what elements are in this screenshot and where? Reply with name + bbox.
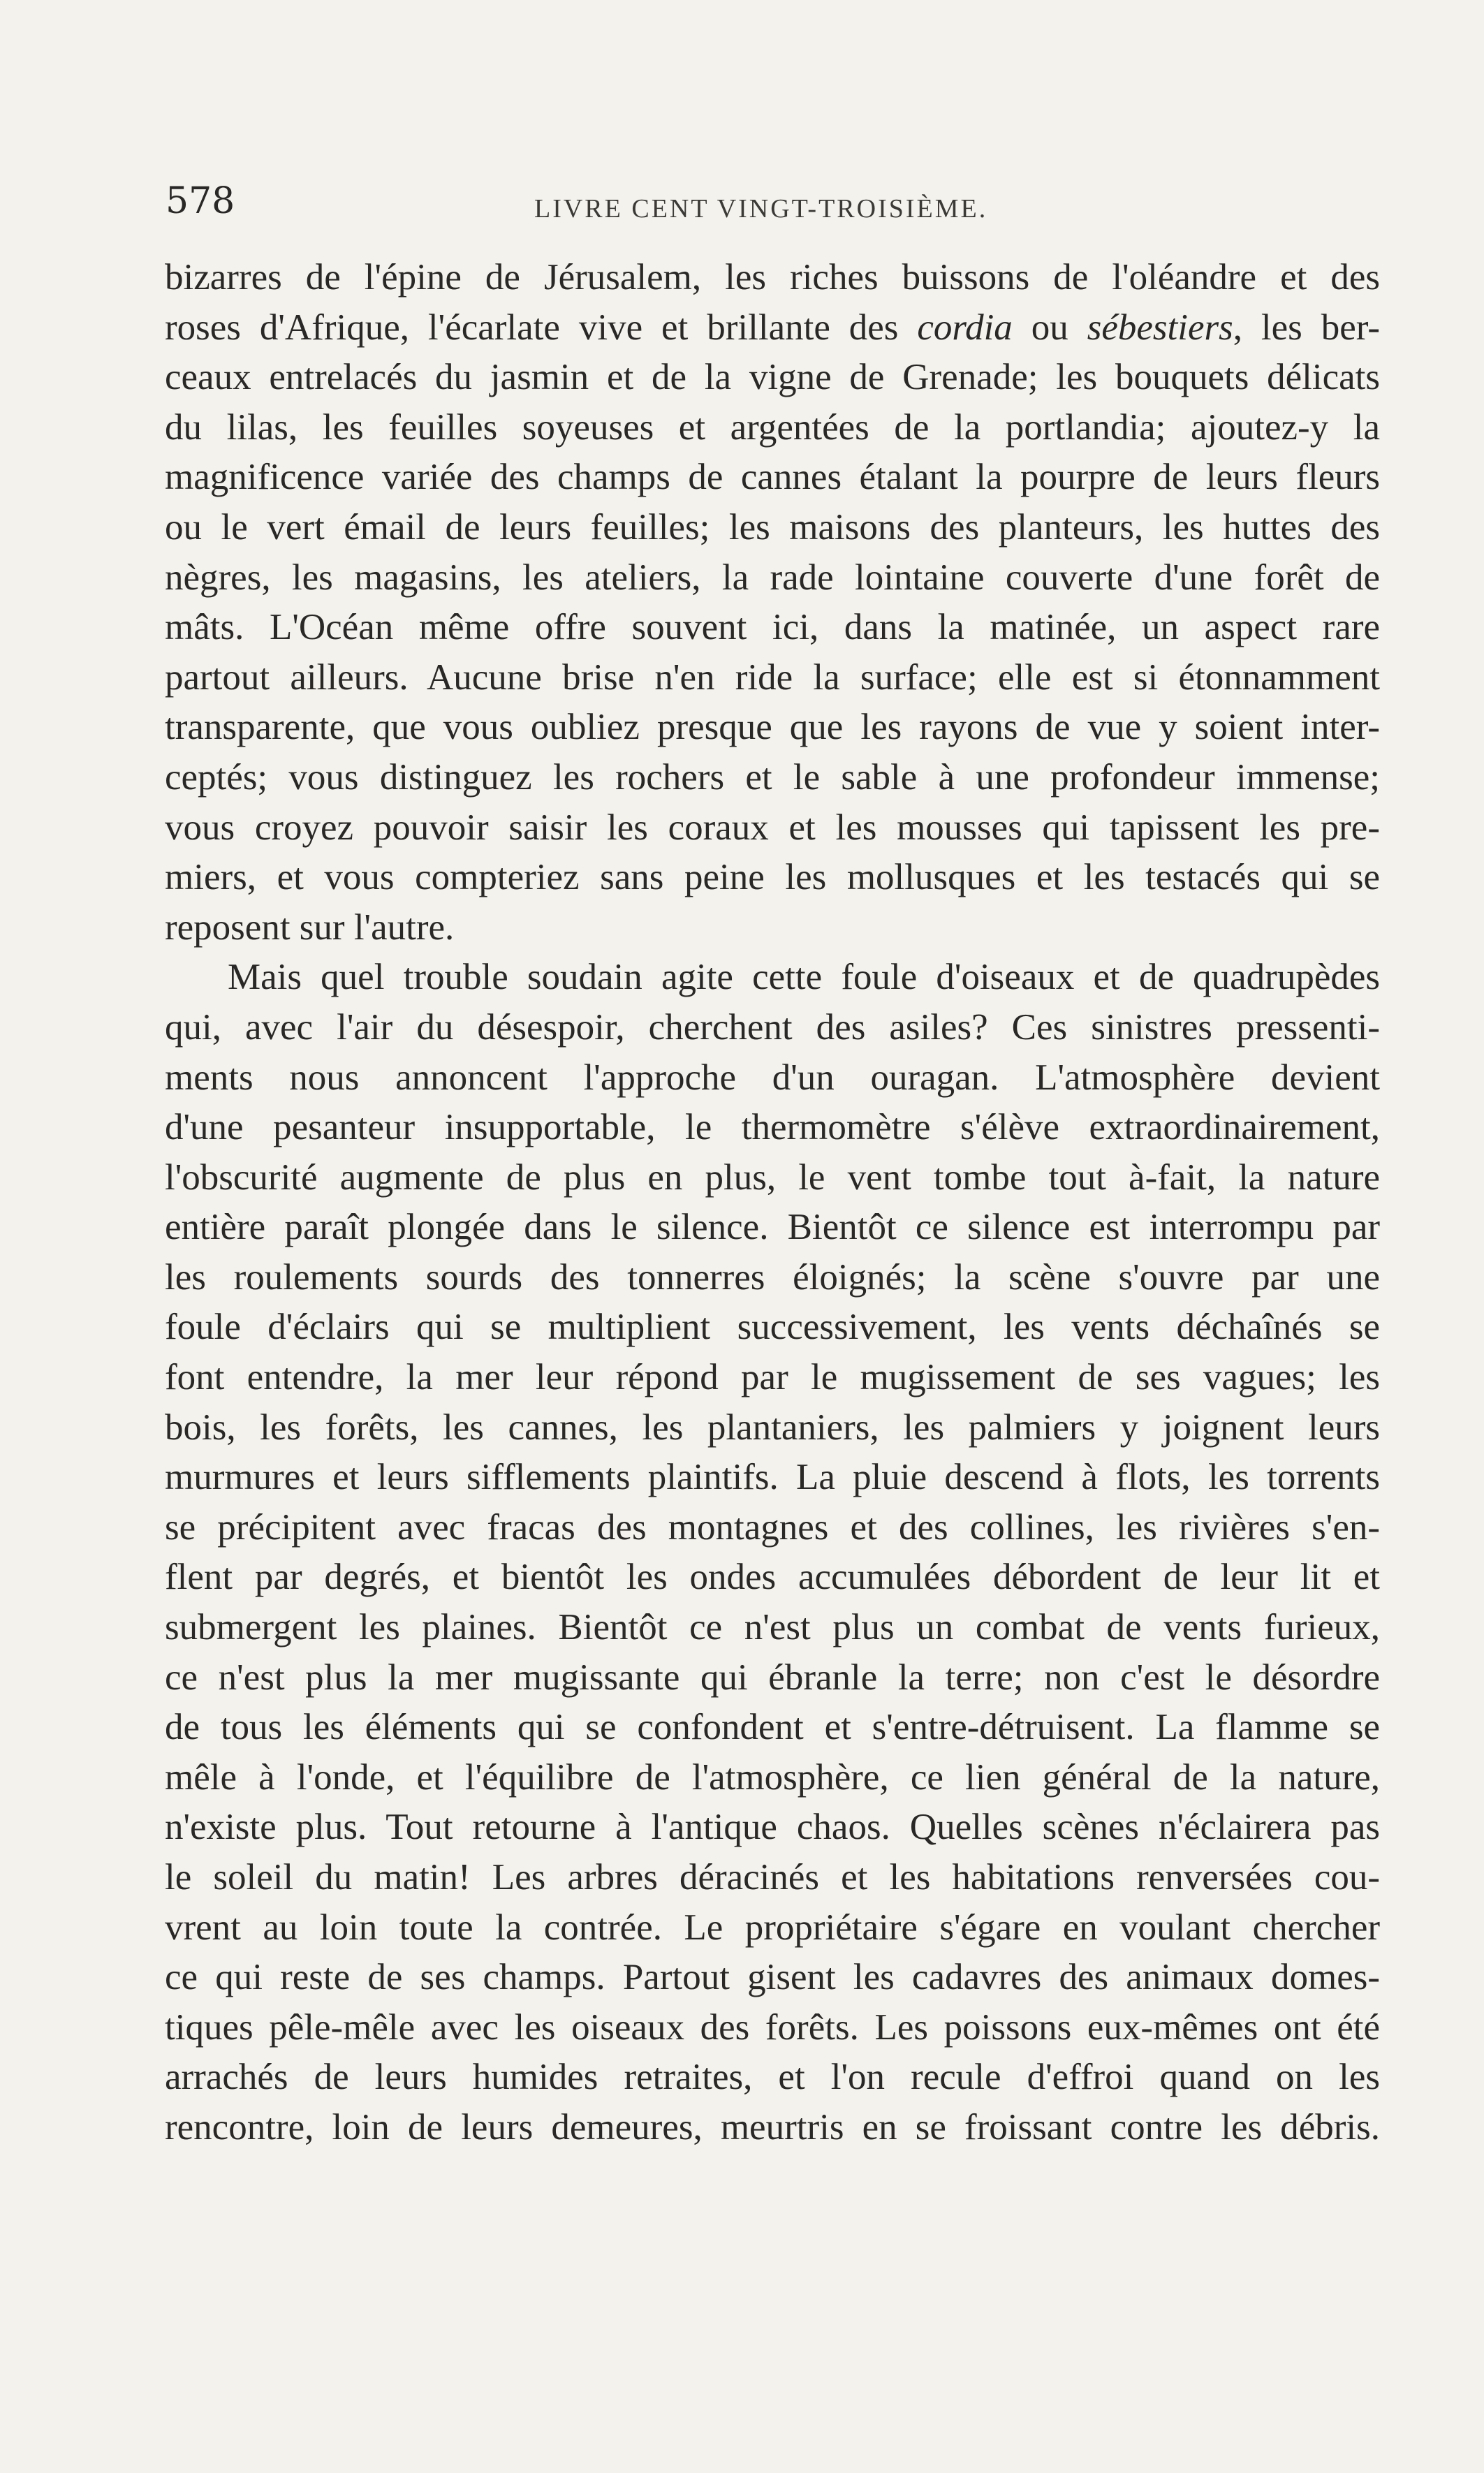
text-segment: roses d'Afrique, l'écarlate vive et brillante des <box>165 307 918 348</box>
text-line: miers, et vous compteriez sans peine les mollusques et les testacés qui se <box>165 857 1380 898</box>
text-line: ou le vert émail de leurs feuilles; les maisons des planteurs, les huttes des <box>165 506 1380 548</box>
page-number: 578 <box>166 180 235 222</box>
text-line: nègres, les magasins, les ateliers, la rade lointaine couverte d'une forêt de <box>165 557 1380 598</box>
running-title: LIVRE CENT VINGT-TROISIÈME. <box>534 194 988 223</box>
text-line: foule d'éclairs qui se multiplient successivement, les vents déchaînés se <box>165 1307 1380 1348</box>
text-line: bizarres de l'épine de Jérusalem, les riches buissons de l'oléandre et des <box>165 257 1380 298</box>
text-line: de tous les éléments qui se confondent et s'entre-détruisent. La flamme se <box>165 1707 1380 1748</box>
text-line: ce qui reste de ses champs. Partout gisent les cadavres des animaux domes- <box>165 1957 1380 1998</box>
text-line <box>165 303 1380 353</box>
text-line: ce n'est plus la mer mugissante qui ébranle la terre; non c'est le désordre <box>165 1657 1380 1698</box>
text-line: tiques pêle-mêle avec les oiseaux des forêts. Les poissons eux-mêmes ont été <box>165 2006 1380 2048</box>
text-line: ments nous annoncent l'approche d'un ouragan. L'atmosphère devient <box>165 1057 1380 1098</box>
text-line: l'obscurité augmente de plus en plus, le vent tombe tout à-fait, la nature <box>165 1157 1380 1198</box>
italic-term: sébestiers <box>1087 307 1233 348</box>
body-text <box>165 253 1380 2153</box>
text-line: submergent les plaines. Bientôt ce n'est plus un combat de vents furieux, <box>165 1607 1380 1648</box>
text-line: mêle à l'onde, et l'équilibre de l'atmosphère, ce lien général de la nature, <box>165 1756 1380 1798</box>
paragraph-start-line: Mais quel trouble soudain agite cette foule d'oiseaux et de quadrupèdes <box>228 957 1380 998</box>
text-line: mâts. L'Océan même offre souvent ici, dans la matinée, un aspect rare <box>165 607 1380 648</box>
italic-term: cordia <box>917 307 1013 348</box>
text-line: se précipitent avec fracas des montagnes et des collines, les rivières s'en- <box>165 1506 1380 1548</box>
text-line: magnificence variée des champs de cannes étalant la pourpre de leurs fleurs <box>165 457 1380 498</box>
text-segment: ou <box>1012 307 1087 348</box>
text-line: le soleil du matin! Les arbres déracinés et les habitations renversées cou- <box>165 1857 1380 1898</box>
text-line: arrachés de leurs humides retraites, et l'on recule d'effroi quand on les <box>165 2057 1380 2098</box>
text-line: transparente, que vous oubliez presque que les rayons de vue y soient inter- <box>165 707 1380 748</box>
text-line: d'une pesanteur insupportable, le thermomètre s'élève extraordinairement, <box>165 1107 1380 1148</box>
paragraph-end-line: reposent sur l'autre. <box>165 907 455 948</box>
text-line: vrent au loin toute la contrée. Le propriétaire s'égare en voulant chercher <box>165 1907 1380 1948</box>
text-line: bois, les forêts, les cannes, les plantaniers, les palmiers y joignent leurs <box>165 1407 1380 1448</box>
text-line: font entendre, la mer leur répond par le mugissement de ses vagues; les <box>165 1357 1380 1398</box>
text-segment: , les ber- <box>1233 307 1381 348</box>
text-line: les roulements sourds des tonnerres éloignés; la scène s'ouvre par une <box>165 1256 1380 1298</box>
text-line: ceptés; vous distinguez les rochers et le sable à une profondeur immense; <box>165 756 1380 798</box>
text-line: du lilas, les feuilles soyeuses et argentées de la portlandia; ajoutez-y la <box>165 406 1380 448</box>
text-line: n'existe plus. Tout retourne à l'antique chaos. Quelles scènes n'éclairera pas <box>165 1807 1380 1848</box>
text-line: ceaux entrelacés du jasmin et de la vigne de Grenade; les bouquets délicats <box>165 357 1380 398</box>
text-line: partout ailleurs. Aucune brise n'en ride la surface; elle est si étonnamment <box>165 656 1380 698</box>
paragraph-end-line: rencontre, loin de leurs demeures, meurtris en se froissant contre les débris. <box>165 2106 1380 2148</box>
text-line: qui, avec l'air du désespoir, cherchent des asiles? Ces sinistres pressenti- <box>165 1006 1380 1048</box>
text-line: murmures et leurs sifflements plaintifs. La pluie descend à flots, les torrents <box>165 1457 1380 1498</box>
text-line: flent par degrés, et bientôt les ondes accumulées débordent de leur lit et <box>165 1557 1380 1598</box>
text-line: entière paraît plongée dans le silence. Bientôt ce silence est interrompu par <box>165 1207 1380 1248</box>
text-line: vous croyez pouvoir saisir les coraux et les mousses qui tapissent les pre- <box>165 807 1380 848</box>
